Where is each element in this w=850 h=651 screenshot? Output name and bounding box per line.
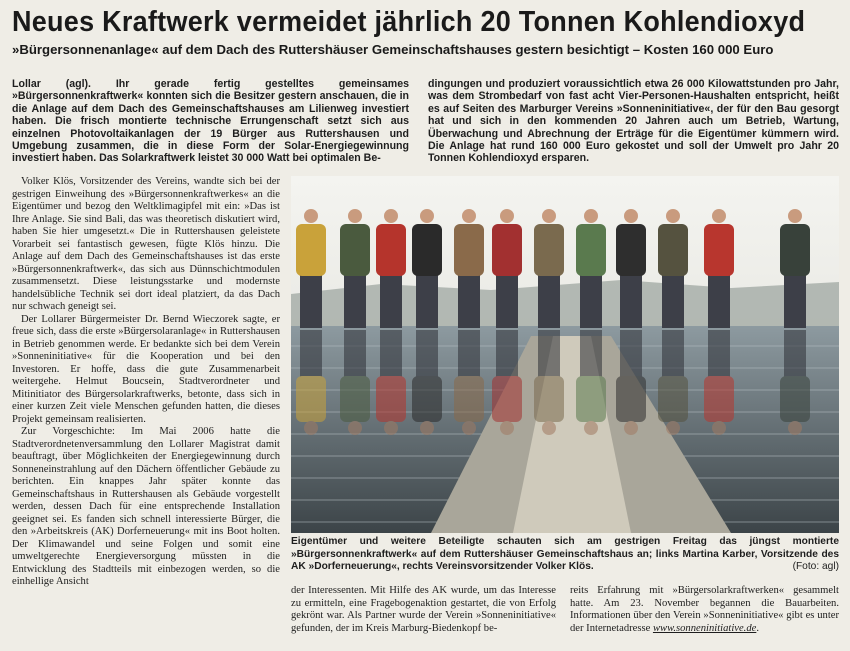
article-photo — [291, 176, 839, 533]
person-reflection — [492, 330, 522, 435]
hills — [291, 280, 839, 326]
person-reflection — [658, 330, 688, 435]
subheadline: »Bürgersonnenanlage« auf dem Dach des Ruttershäuser Gemeinschaftshauses gestern besichtigt – Kosten 160 000 Euro — [12, 42, 774, 57]
body-paragraph-1: Volker Klös, Vorsitzender des Vereins, wandte sich bei der gestrigen Einweihung des »Bürgersonnenkraftwerkes« an die Eigentümer und bezog den Weltklimagipfel mit ein: »Das ist Ihre Anlage. Sie sind Bali, das was theoretisch diskutiert wird, haben Sie hier umgesetzt.« Die in Ruttershausen geleistete Vorarbeit sei fantastisch gewesen, fügte Klös hinzu. Die Anlage auf dem Dach des Gemeinschaftshauses ist das erste »Bürgersonnenkraftwerk«, das sich aus Dünnschichtmodulen zusammensetzt. Diese leistungsstarke und modernste handelsübliche Technik sei dort ideal platziert, da das Dach nur schwach geneigt sei. — [12, 176, 280, 312]
lead-right-text: dingungen und produziert voraussichtlich etwa 26 000 Kilowattstunden pro Jahr, was dem Strombedarf von fast acht Vier-Personen-Haushalten entspricht, heißt es auf Seiten des Marburger Vereins »Sonneninitiative«, der für den Bau gesorgt hat und sich in den kommenden 20 Jahren auch um Betrieb, Wartung, Überwachung und Abrechnung der Erträge für die Eigentümer kümmern wird. Die Anlage hat rund 160 000 Euro gekostet und soll der Umwelt pro Jahr 20 Tonnen Kohlendioxyd ersparen. — [428, 78, 839, 165]
person-figure — [492, 209, 522, 328]
person-reflection — [704, 330, 734, 435]
body-paragraph-5-text: reits Erfahrung mit »Bürgersolarkraftwerken« gesammelt hatte. Am 23. November begannen die Bauarbeiten. Informationen über den Verein »Sonneninitiative« gibt es unter der Internetadresse — [570, 585, 839, 634]
photo-scene — [291, 176, 839, 533]
person-figure — [296, 209, 326, 328]
person-figure — [576, 209, 606, 328]
person-figure — [704, 209, 734, 328]
person-figure — [340, 209, 370, 328]
body-paragraph-4: der Interessenten. Mit Hilfe des AK wurde, um das Interesse zu ermitteln, eine Fragebogenaktion gestartet, die von Erfolg gekrönt war. Als Partner wurde der Verein »Sonneninitiative« gefunden, der im Kreis Marburg-Biedenkopf be- — [291, 585, 556, 634]
person-figure — [454, 209, 484, 328]
body-column-middle — [291, 585, 556, 635]
person-figure — [780, 209, 810, 328]
headline: Neues Kraftwerk vermeidet jährlich 20 Tonnen Kohlendioxyd — [12, 6, 806, 38]
person-figure — [412, 209, 442, 328]
person-figure — [376, 209, 406, 328]
person-reflection — [296, 330, 326, 435]
person-figure — [658, 209, 688, 328]
person-reflection — [616, 330, 646, 435]
person-reflection — [576, 330, 606, 435]
person-reflection — [412, 330, 442, 435]
person-reflection — [780, 330, 810, 435]
website-link[interactable]: www.sonneninitiative.de — [652, 622, 757, 634]
person-figure — [616, 209, 646, 328]
caption-text: Eigentümer und weitere Beteiligte schauten sich am gestrigen Freitag das jüngst montierte »Bürgersonnenkraftwerk« auf dem Ruttershäuser Gemeinschaftshaus an; links Martina Karber, Vorsitzende des AK »Dorferneuerung«, rechts Vereinsvorsitzender Volker Klös. — [291, 536, 839, 573]
body-paragraph-2: Der Lollarer Bürgermeister Dr. Bernd Wieczorek sagte, er freue sich, dass die erste »Bürgersolaranlage« in Ruttershausen in Betrieb genommen werde. Er bedankte sich bei dem Verein »Sonneninitiative« für die Kooperation und bei den Investoren. Er hoffe, dass die gute Zusammenarbeit weitergehe. Helmut Boucsein, Stadtverordneter und Mitinitiator des Bürgersolarkraftwerks, betonte, dass sich in einer kurzen Zeit viele Menschen gefunden hatten, die dieses Projekt gemeinsam realisierten. — [12, 313, 280, 425]
person-figure — [534, 209, 564, 328]
lead-paragraph-right — [428, 78, 839, 165]
body-column-left — [12, 176, 280, 589]
photo-caption — [291, 536, 839, 574]
person-reflection — [454, 330, 484, 435]
lead-left-text: Lollar (agl). Ihr gerade fertig gestelltes gemeinsames »Bürgersonnenkraftwerk« konnten sich die Besitzer gestern anschauen, die in die Anlage auf dem Dach des Gemeinschaftshauses am Lilienweg investiert haben. Die frisch montierte technische Errungenschaft setzt sich aus einzelnen Photovoltaikanlagen der 19 Bürger aus Ruttershausen und Umgebung zusammen, die in diese Form der Solar-Energiegewinnung investiert haben. Das Solarkraftwerk leistet 30 000 Watt bei optimalen Be- — [12, 78, 409, 165]
body-paragraph-5 — [570, 585, 839, 635]
body-column-right — [570, 585, 839, 635]
lead-paragraph-left — [12, 78, 409, 165]
url-suffix: . — [756, 622, 759, 634]
person-reflection — [376, 330, 406, 435]
person-reflection — [340, 330, 370, 435]
photo-credit: (Foto: agl) — [792, 561, 839, 573]
person-reflection — [534, 330, 564, 435]
body-paragraph-3: Zur Vorgeschichte: Im Mai 2006 hatte die Stadtverordnetenversammlung den Lollarer Magistrat damit beauftragt, über Möglichkeiten der Energiegewinnung durch Sonneneinstrahlung auf den Dächern öffentlicher Gebäude zu berichten. Ein knappes Jahr später konnte das Gemeinschaftshaus in Ruttershausen als Gebäude vorgestellt werden, dessen Dach für eine entsprechende Installation geeignet sei. Es fanden sich schnell interessierte Bürger, die den »Arbeitskreis (AK) Dorferneuerung« mit ins Boot holten. Der Klimawandel und seine Folgen und somit eine umweltgerechte Energieversorgung müssten in die Entwicklung des Stadtteils mit einbezogen werden, so die einhellige Ansicht — [12, 426, 280, 587]
